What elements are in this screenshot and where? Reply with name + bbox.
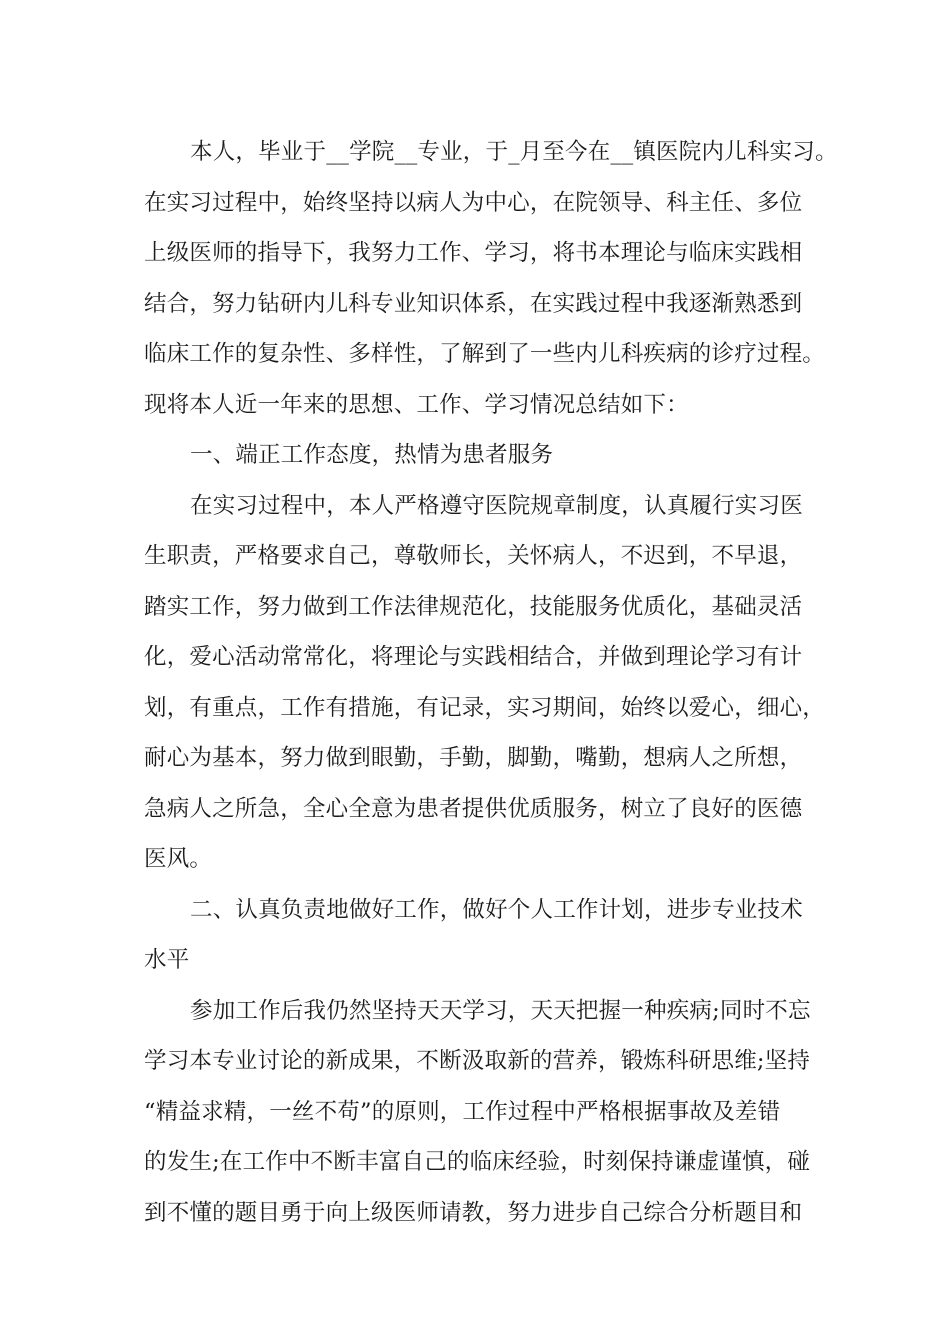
section-heading: 二、认真负责地做好工作，做好个人工作计划，进步专业技术 (190, 896, 803, 923)
paragraph-line: 现将本人近一年来的思想、工作、学习情况总结如下： (144, 391, 689, 418)
paragraph-line: 在实习过程中，始终坚持以病人为中心，在院领导、科主任、多位 (144, 189, 803, 216)
paragraph-line: 生职责，严格要求自己，尊敬师长，关怀病人，不迟到，不早退， (144, 543, 803, 569)
paragraph-line: 在实习过程中，本人严格遵守医院规章制度，认真履行实习医 (190, 492, 803, 519)
paragraph-line: “精益求精，一丝不苟”的原则，工作过程中严格根据事故及差错 (144, 1098, 781, 1125)
paragraph-line: 耐心为基本，努力做到眼勤，手勤，脚勤，嘴勤，想病人之所想， (144, 745, 803, 771)
paragraph-line: 踏实工作，努力做到工作法律规范化，技能服务优质化，基础灵活 (144, 593, 803, 620)
paragraph-line: 急病人之所急，全心全意为患者提供优质服务，树立了良好的医德 (144, 795, 803, 822)
paragraph-line: 学习本专业讨论的新成果，不断汲取新的营养，锻炼科研思维;坚持 (144, 1048, 811, 1074)
paragraph-line: 化，爱心活动常常化，将理论与实践相结合，并做到理论学习有计 (144, 644, 803, 670)
paragraph-line: 划，有重点，工作有措施，有记录，实习期间，始终以爱心，细心， (144, 694, 826, 721)
paragraph-line: 本人，毕业于__学院__专业，于_月至今在__镇医院内儿科实习。 (190, 139, 838, 165)
section-heading-continued: 水平 (144, 947, 190, 973)
section-heading: 一、端正工作态度，热情为患者服务 (190, 442, 554, 468)
paragraph-line: 上级医师的指导下，我努力工作、学习，将书本理论与临床实践相 (144, 240, 803, 266)
paragraph-line: 结合，努力钻研内儿科专业知识体系，在实践过程中我逐渐熟悉到 (144, 290, 803, 317)
paragraph-line: 到不懂的题目勇于向上级医师请教，努力进步自己综合分析题目和 (144, 1199, 803, 1226)
document-body (144, 127, 838, 1238)
paragraph-line: 参加工作后我仍然坚持天天学习，天天把握一种疾病;同时不忘 (190, 997, 811, 1024)
paragraph-line: 的发生;在工作中不断丰富自己的临床经验，时刻保持谦虚谨慎，碰 (144, 1149, 811, 1175)
paragraph-line: 医风。 (144, 846, 213, 872)
paragraph-line: 临床工作的复杂性、多样性，了解到了一些内儿科疾病的诊疗过程。 (144, 341, 826, 367)
